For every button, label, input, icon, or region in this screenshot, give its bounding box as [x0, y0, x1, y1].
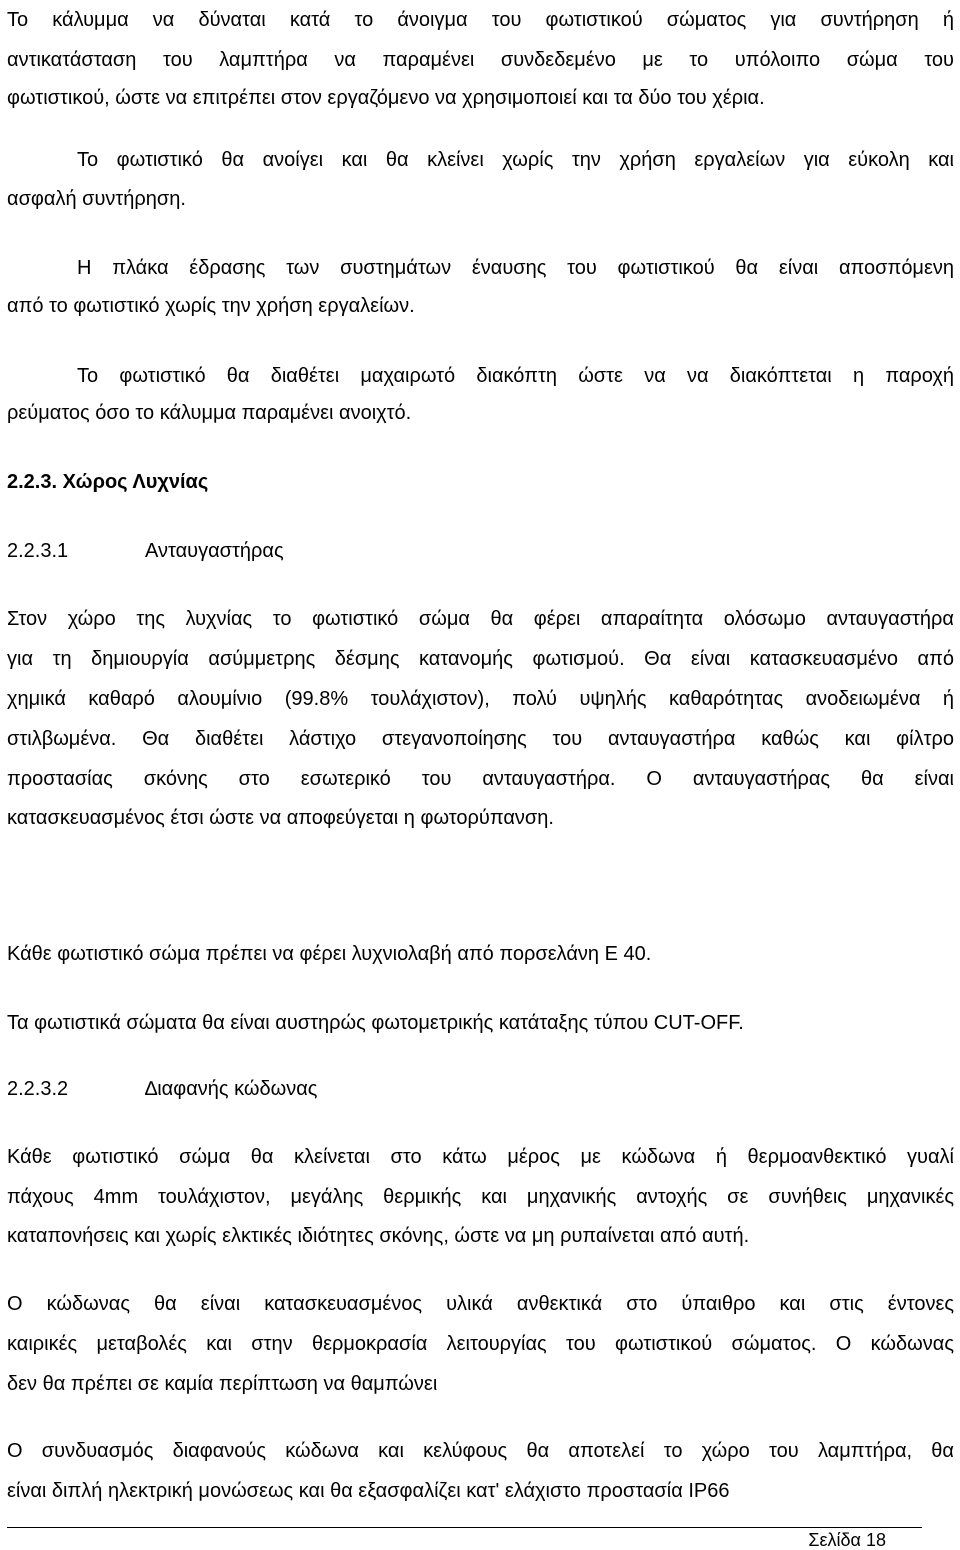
subsection-heading [7, 1077, 954, 1101]
paragraph-line: Στον χώρο της λυχνίας το φωτιστικό σώμα θα φέρει απαραίτητα ολόσωμο ανταυγαστήρα [7, 608, 954, 630]
subsection-heading [7, 539, 954, 563]
paragraph-line: Κάθε φωτιστικό σώμα θα κλείνεται στο κάτω μέρος με κώδωνα ή θερμοανθεκτικό γυαλί [7, 1146, 954, 1168]
paragraph-line: Ο συνδυασμός διαφανούς κώδωνα και κελύφους θα αποτελεί το χώρο του λαμπτήρα, θα [7, 1440, 954, 1462]
paragraph-line: είναι διπλή ηλεκτρική μονώσεως και θα εξασφαλίζει κατ' ελάχιστο προστασία IP66 [7, 1480, 730, 1502]
paragraph-line: χημικά καθαρό αλουμίνιο (99.8% τουλάχιστον), πολύ υψηλής καθαρότητας ανοδειωμένα ή [7, 688, 954, 710]
page-number: Σελίδα 18 [808, 1530, 886, 1550]
paragraph-line: προστασίας σκόνης στο εσωτερικό του ανταυγαστήρα. Ο ανταυγαστήρας θα είναι [7, 768, 954, 790]
subsection-number: 2.2.3.2 [7, 1078, 69, 1100]
paragraph-line: ασφαλή συντήρηση. [7, 188, 186, 210]
paragraph-line: δεν θα πρέπει σε καμία περίπτωση να θαμπώνει [7, 1373, 438, 1395]
subsection-title: ∆ιαφανής κώδωνας [145, 1078, 318, 1100]
paragraph-line: Τα φωτιστικά σώματα θα είναι αυστηρώς φωτομετρικής κατάταξης τύπου CUT-OFF. [7, 1012, 744, 1034]
paragraph-line: Το φωτιστικό θα διαθέτει μαχαιρωτό διακόπτη ώστε να να διακόπτεται η παροχή [77, 365, 954, 387]
section-heading: 2.2.3. Χώρος Λυχνίας [7, 471, 209, 493]
paragraph-line: στιλβωμένα. Θα διαθέτει λάστιχο στεγανοποίησης του ανταυγαστήρα καθώς και φίλτρο [7, 728, 954, 750]
paragraph-line: Η πλάκα έδρασης των συστημάτων έναυσης του φωτιστικού θα είναι αποσπόμενη [77, 257, 954, 279]
paragraph-line: κατασκευασμένος έτσι ώστε να αποφεύγεται η φωτορύπανση. [7, 807, 554, 829]
paragraph-line: ρεύματος όσο το κάλυμμα παραμένει ανοιχτό. [7, 402, 412, 424]
paragraph-line: Ο κώδωνας θα είναι κατασκευασμένος υλικά ανθεκτικά στο ύπαιθρο και στις έντονες [7, 1293, 954, 1315]
paragraph-line: φωτιστικού, ώστε να επιτρέπει στον εργαζόμενο να χρησιμοποιεί και τα δύο του χέρια. [7, 87, 765, 109]
paragraph-line: πάχους 4mm τουλάχιστον, μεγάλης θερμικής και μηχανικής αντοχής σε συνήθεις μηχανικές [7, 1186, 954, 1208]
paragraph-line: από το φωτιστικό χωρίς την χρήση εργαλείων. [7, 295, 415, 317]
subsection-number: 2.2.3.1 [7, 540, 69, 562]
paragraph-line: καταπονήσεις και χωρίς ελκτικές ιδιότητες σκόνης, ώστε να μη ρυπαίνεται από αυτή. [7, 1225, 750, 1247]
paragraph-line: Το φωτιστικό θα ανοίγει και θα κλείνει χωρίς την χρήση εργαλείων για εύκολη και [77, 149, 954, 171]
paragraph-line: αντικατάσταση του λαμπτήρα να παραμένει συνδεδεμένο με το υπόλοιπο σώμα του [7, 49, 954, 71]
paragraph-line: για τη δημιουργία ασύμμετρης δέσμης κατανομής φωτισμού. Θα είναι κατασκευασμένο από [7, 648, 954, 670]
paragraph-line: Κάθε φωτιστικό σώμα πρέπει να φέρει λυχνιολαβή από πορσελάνη Ε 40. [7, 943, 652, 965]
paragraph-line: καιρικές μεταβολές και στην θερμοκρασία λειτουργίας του φωτιστικού σώματος. Ο κώδωνας [7, 1333, 954, 1355]
footer-divider [7, 1527, 922, 1528]
paragraph-line: Το κάλυμμα να δύναται κατά το άνοιγμα του φωτιστικού σώματος για συντήρηση ή [7, 9, 954, 31]
subsection-title: Ανταυγαστήρας [145, 540, 284, 562]
